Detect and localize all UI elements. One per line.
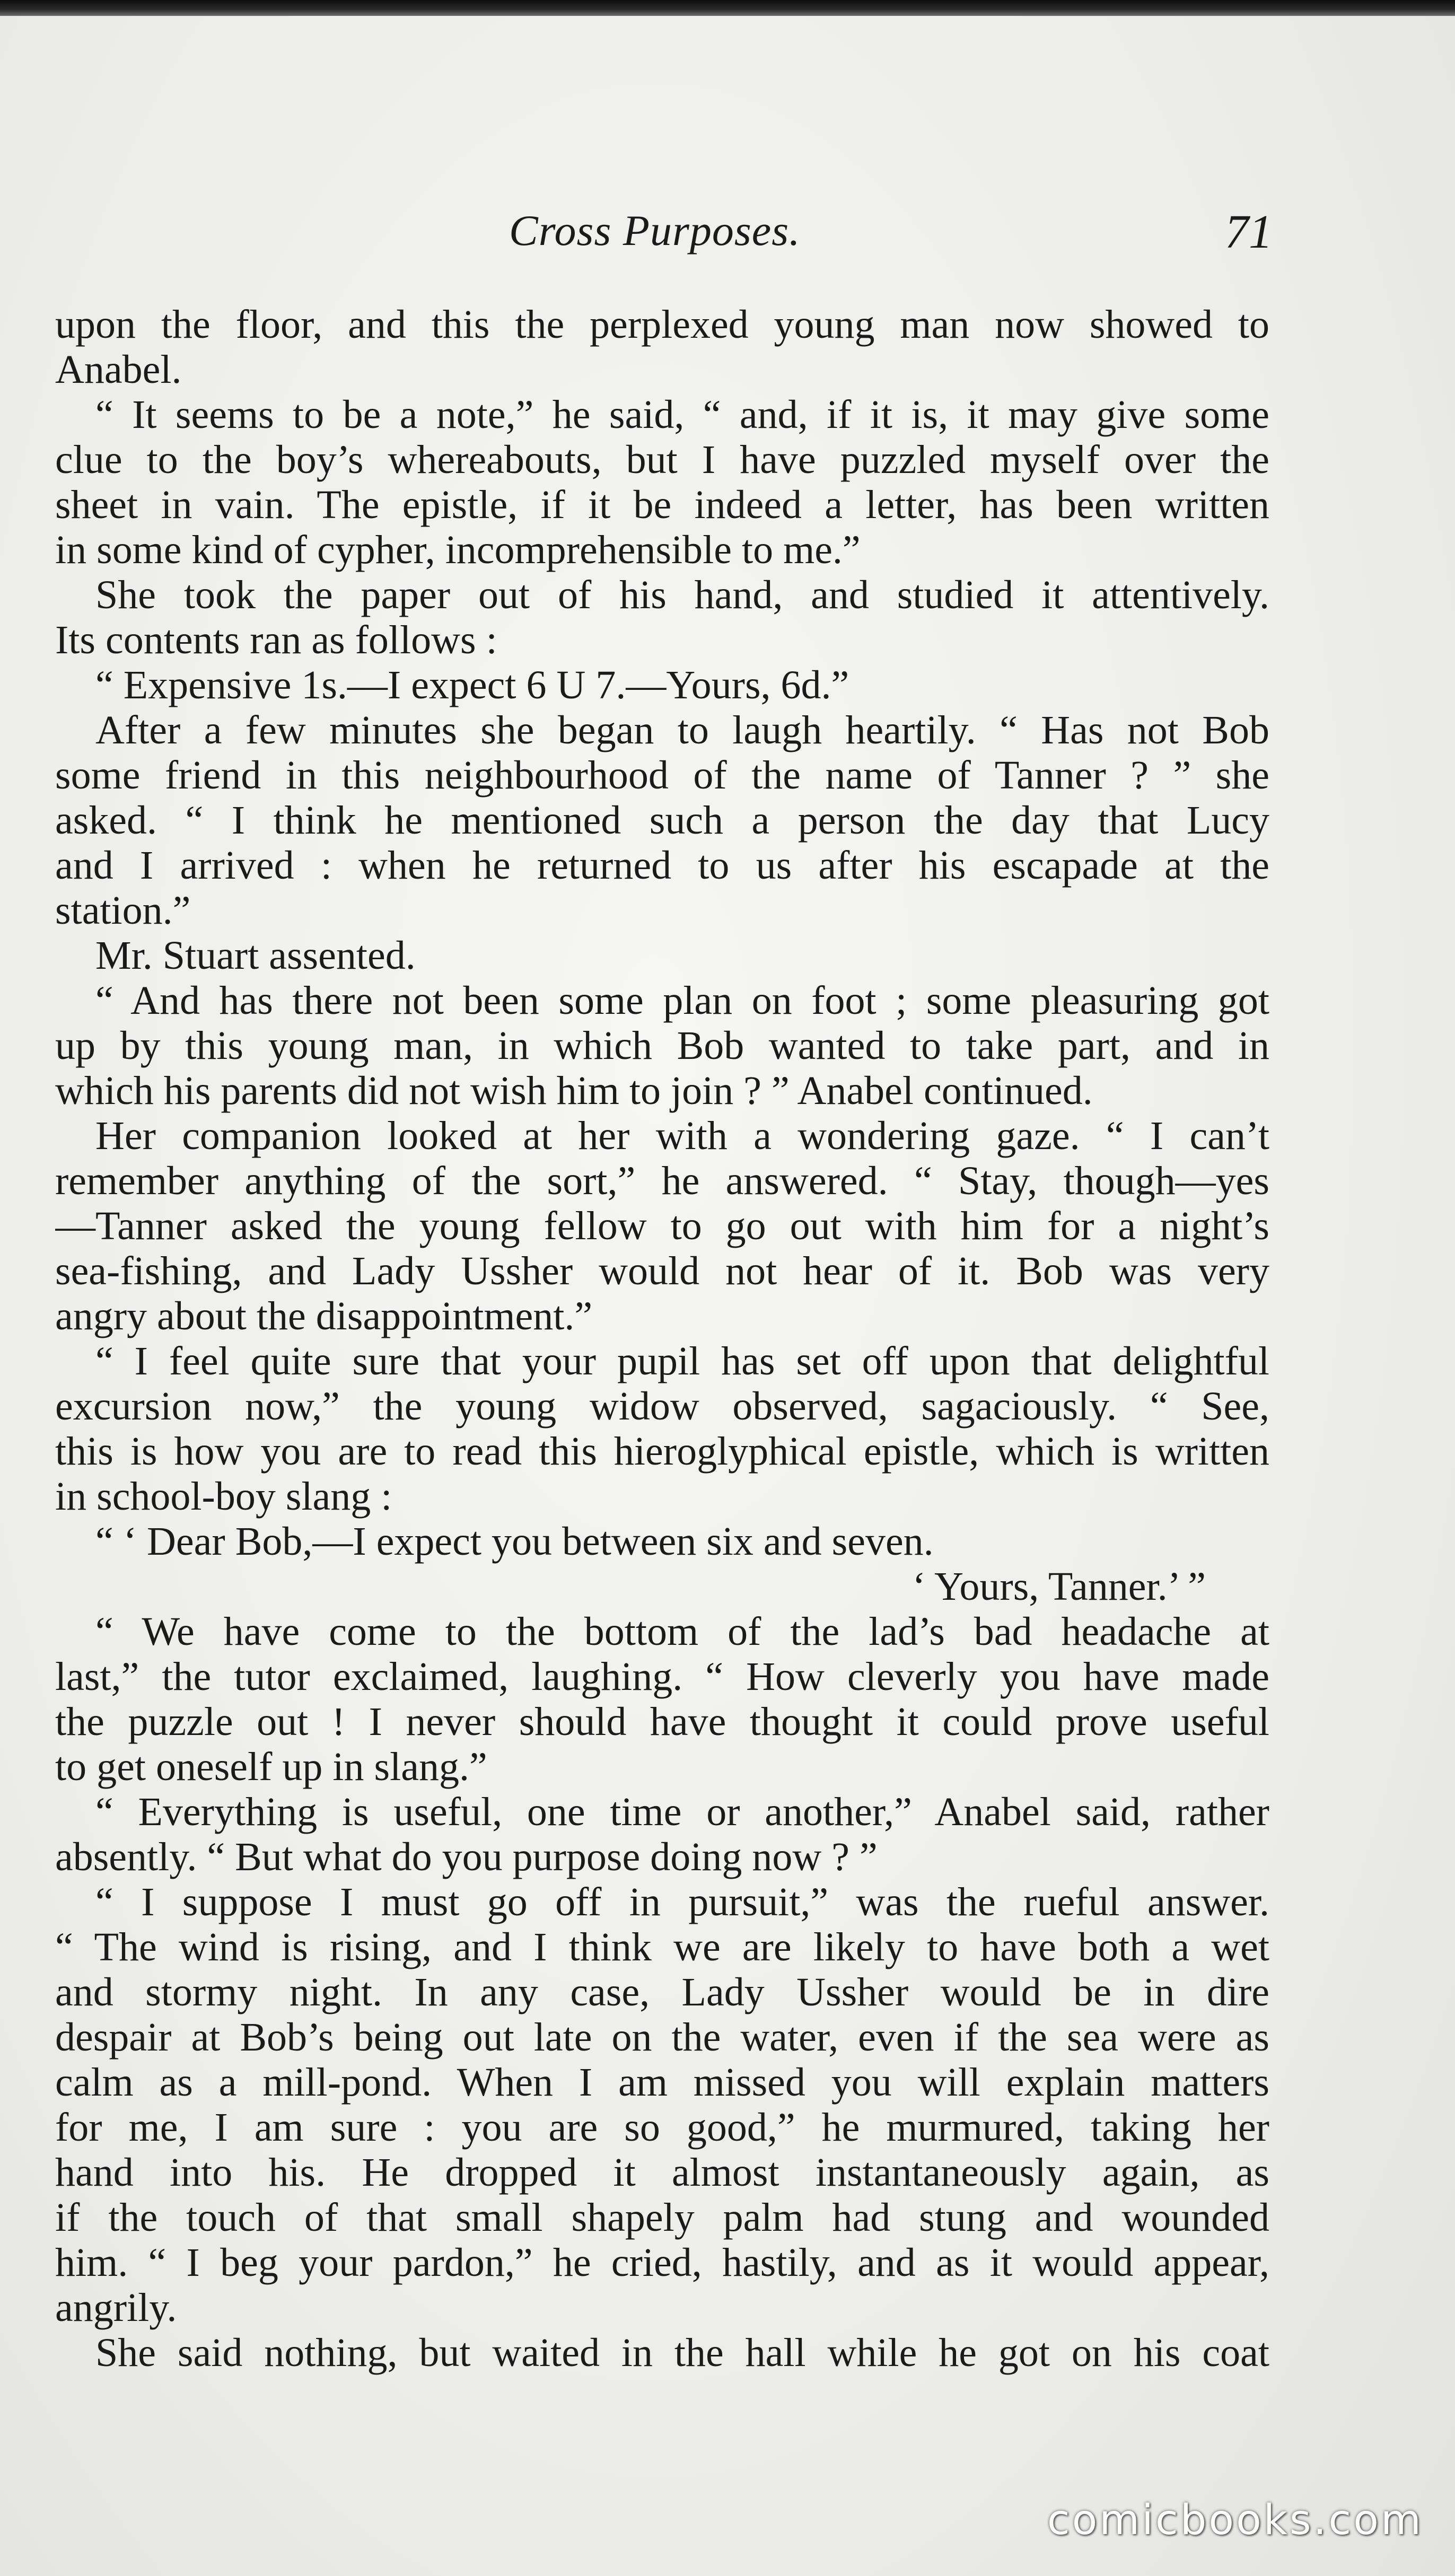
text-line: “ The wind is rising, and I think we are likely to have both a wet <box>55 1925 1269 1969</box>
text-line: She took the paper out of his hand, and studied it attentively. <box>95 573 1269 617</box>
text-line: for me, I am sure : you are so good,” he murmured, taking her <box>55 2105 1269 2150</box>
watermark: comicbooks.com <box>1047 2496 1423 2544</box>
text-line: She said nothing, but waited in the hall while he got on his coat <box>95 2330 1269 2375</box>
running-title: Cross Purposes. <box>509 206 801 255</box>
text-line: “ I suppose I must go off in pursuit,” was the rueful answer. <box>95 1880 1269 1924</box>
text-line: Its contents ran as follows : <box>55 618 497 662</box>
text-line: last,” the tutor exclaimed, laughing. “ How cleverly you have made <box>55 1654 1269 1699</box>
text-line: “ Expensive 1s.—I expect 6 U 7.—Yours, 6d.” <box>95 663 849 707</box>
text-line: up by this young man, in which Bob wanted to take part, and in <box>55 1023 1269 1068</box>
running-head <box>0 196 1455 270</box>
text-line: sheet in vain. The epistle, if it be indeed a letter, has been written <box>55 483 1269 527</box>
text-line: despair at Bob’s being out late on the water, even if the sea were as <box>55 2015 1269 2060</box>
text-line: “ It seems to be a note,” he said, “ and, if it is, it may give some <box>95 392 1269 437</box>
body-text <box>55 302 1269 2450</box>
text-line: ‘ Yours, Tanner.’ ” <box>912 1564 1206 1609</box>
text-line: and stormy night. In any case, Lady Ussher would be in dire <box>55 1970 1269 2014</box>
text-line: to get oneself up in slang.” <box>55 1745 487 1789</box>
text-line: angry about the disappointment.” <box>55 1294 593 1338</box>
text-line: calm as a mill-pond. When I am missed you will explain matters <box>55 2060 1269 2105</box>
text-line: which his parents did not wish him to join ? ” Anabel continued. <box>55 1068 1093 1113</box>
scan-top-edge <box>0 0 1455 16</box>
text-line: Mr. Stuart assented. <box>95 933 416 978</box>
text-line: —Tanner asked the young fellow to go out with him for a night’s <box>55 1204 1269 1248</box>
text-line: “ And has there not been some plan on foot ; some pleasuring got <box>95 978 1269 1023</box>
text-line: “ We have come to the bottom of the lad’s bad headache at <box>95 1609 1269 1654</box>
text-line: in some kind of cypher, incomprehensible to me.” <box>55 528 861 572</box>
text-line: upon the floor, and this the perplexed young man now showed to <box>55 302 1269 347</box>
text-line: absently. “ But what do you purpose doing now ? ” <box>55 1835 878 1879</box>
text-line: if the touch of that small shapely palm had stung and wounded <box>55 2195 1269 2240</box>
text-line: some friend in this neighbourhood of the name of Tanner ? ” she <box>55 753 1269 798</box>
text-line: Anabel. <box>55 347 182 392</box>
text-line: and I arrived : when he returned to us after his escapade at the <box>55 843 1269 888</box>
text-line: asked. “ I think he mentioned such a person the day that Lucy <box>55 798 1269 843</box>
text-line: “ ‘ Dear Bob,—I expect you between six and seven. <box>95 1519 934 1564</box>
text-line: hand into his. He dropped it almost instantaneously again, as <box>55 2150 1269 2195</box>
text-line: in school-boy slang : <box>55 1474 392 1519</box>
text-line: After a few minutes she began to laugh heartily. “ Has not Bob <box>95 708 1269 752</box>
text-line: clue to the boy’s whereabouts, but I have puzzled myself over the <box>55 437 1269 482</box>
text-line: the puzzle out ! I never should have thought it could prove useful <box>55 1699 1269 1744</box>
text-line: station.” <box>55 888 191 933</box>
text-line: sea-fishing, and Lady Ussher would not hear of it. Bob was very <box>55 1249 1269 1293</box>
text-line: excursion now,” the young widow observed, sagaciously. “ See, <box>55 1384 1269 1429</box>
page-number: 71 <box>1225 206 1273 258</box>
book-page <box>0 16 1455 2576</box>
text-line: this is how you are to read this hieroglyphical epistle, which is written <box>55 1429 1269 1474</box>
text-line: “ Everything is useful, one time or another,” Anabel said, rather <box>95 1790 1269 1834</box>
text-line: remember anything of the sort,” he answered. “ Stay, though—yes <box>55 1159 1269 1203</box>
text-line: Her companion looked at her with a wondering gaze. “ I can’t <box>95 1114 1269 1158</box>
text-line: “ I feel quite sure that your pupil has set off upon that delightful <box>95 1339 1269 1383</box>
text-line: him. “ I beg your pardon,” he cried, hastily, and as it would appear, <box>55 2240 1269 2285</box>
text-line: angrily. <box>55 2285 177 2330</box>
